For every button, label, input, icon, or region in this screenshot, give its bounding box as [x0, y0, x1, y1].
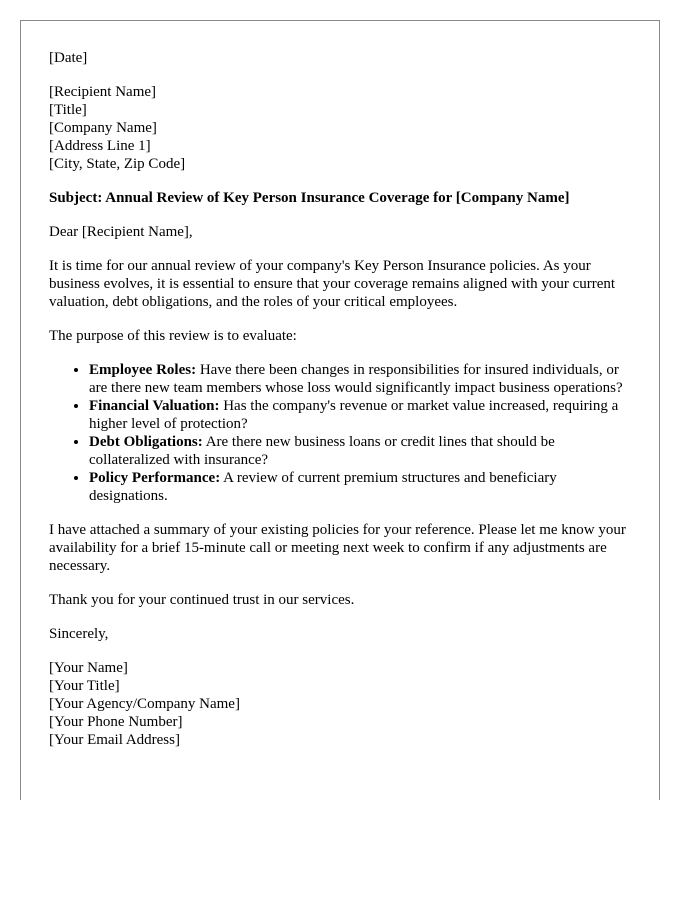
recipient-city-state-zip: [City, State, Zip Code]: [49, 156, 186, 172]
signature-block: [49, 659, 639, 749]
list-item-title: Debt Obligations:: [89, 434, 203, 450]
list-item-title: Financial Valuation:: [89, 398, 220, 414]
list-item-text: Has the company's revenue or market value increased, requiring a higher level of protection?: [89, 398, 619, 432]
list-item-text: A review of current premium structures and beneficiary designations.: [89, 470, 557, 504]
letter-closing: Sincerely,: [49, 626, 109, 642]
list-item: [89, 433, 639, 469]
list-item-text: Have there been changes in responsibilities for insured individuals, or are there new team members whose loss would significantly impact business operations?: [89, 362, 623, 396]
list-item-title: Policy Performance:: [89, 470, 221, 486]
letter-attachment-note: I have attached a summary of your existing policies for your reference. Please let me know your availability for a brief 15-minute call or meeting next week to confirm if any adjustments are necessary.: [49, 522, 626, 574]
signature-title: [Your Title]: [49, 678, 120, 694]
list-item-title: Employee Roles:: [89, 362, 197, 378]
signature-email: [Your Email Address]: [49, 732, 180, 748]
list-item-text: Are there new business loans or credit lines that should be collateralized with insurance?: [89, 434, 555, 468]
recipient-address-line: [Address Line 1]: [49, 138, 151, 154]
signature-phone: [Your Phone Number]: [49, 714, 183, 730]
letter-salutation: Dear [Recipient Name],: [49, 224, 193, 240]
letter-page: [20, 20, 660, 800]
list-item: [89, 397, 639, 433]
letter-date: [Date]: [49, 50, 88, 66]
recipient-company: [Company Name]: [49, 120, 157, 136]
letter-subject: Subject: Annual Review of Key Person Insurance Coverage for [Company Name]: [49, 190, 570, 206]
signature-company: [Your Agency/Company Name]: [49, 696, 240, 712]
letter-thanks: Thank you for your continued trust in our services.: [49, 592, 355, 608]
recipient-title: [Title]: [49, 102, 87, 118]
signature-name: [Your Name]: [49, 660, 128, 676]
recipient-name: [Recipient Name]: [49, 84, 157, 100]
letter-intro: It is time for our annual review of your company's Key Person Insurance policies. As your business evolves, it is essential to ensure that your coverage remains aligned with your current valuation, debt obligations, and the roles of your critical employees.: [49, 258, 616, 310]
list-item: [89, 469, 639, 505]
review-items-list: [49, 361, 639, 505]
list-item: [89, 361, 639, 397]
letter-content: [49, 49, 639, 765]
letter-purpose: The purpose of this review is to evaluate:: [49, 328, 297, 344]
recipient-address: [49, 83, 639, 173]
